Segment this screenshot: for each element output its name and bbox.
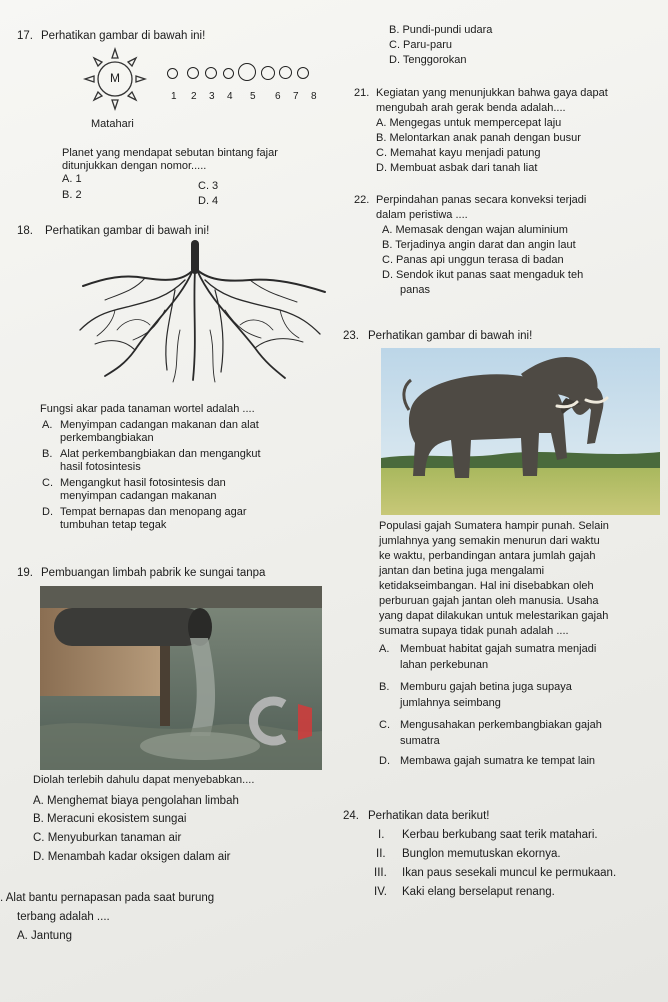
q19-option-b: B. Meracuni ekosistem sungai — [33, 813, 187, 825]
planet-number-5: 5 — [250, 91, 256, 102]
q24-prompt: Perhatikan data berikut! — [368, 810, 490, 822]
q18-option-b-line2: hasil fotosintesis — [60, 461, 141, 473]
q21-option-d: D. Membuat asbak dari tanah liat — [376, 162, 538, 174]
planet-2 — [187, 67, 199, 79]
q23-option-a-line1: Membuat habitat gajah sumatra menjadi — [400, 643, 597, 655]
planet-7 — [279, 66, 292, 79]
q24-item-2-text: Bunglon memutuskan ekornya. — [402, 848, 561, 860]
q20-line1: . Alat bantu pernapasan pada saat burung — [0, 892, 215, 904]
planet-number-1: 1 — [171, 91, 177, 102]
planet-6 — [261, 66, 275, 80]
q18-option-b-line1: Alat perkembangbiakan dan mengangkut — [60, 448, 261, 460]
q23-passage-line2: jumlahnya yang semakin menurun dari waktu — [379, 535, 600, 547]
q21-number: 21. — [354, 87, 370, 99]
q22-line2: dalam peristiwa .... — [376, 209, 468, 221]
planet-8 — [297, 67, 309, 79]
q23-number: 23. — [343, 330, 359, 342]
q22-option-d-line1: D. Sendok ikut panas saat mengaduk teh — [382, 269, 584, 281]
q21-option-a: A. Mengegas untuk mempercepat laju — [376, 117, 562, 129]
q18-option-c-letter: C. — [42, 477, 53, 489]
factory-waste-pipe-image — [40, 586, 322, 770]
q24-item-3-text: Ikan paus sesekali muncul ke permukaan. — [402, 867, 617, 879]
q19-number: 19. — [17, 567, 33, 579]
planet-number-8: 8 — [311, 91, 317, 102]
q18-number: 18. — [17, 225, 33, 237]
q20-option-d: D. Tenggorokan — [389, 54, 467, 66]
q17-question-line1: Planet yang mendapat sebutan bintang fajar — [62, 147, 278, 159]
sumatran-elephant-photo — [381, 348, 660, 515]
q24-item-4-numeral: IV. — [374, 886, 388, 898]
planet-number-3: 3 — [209, 91, 215, 102]
planet-number-7: 7 — [293, 91, 299, 102]
planet-number-6: 6 — [275, 91, 281, 102]
q18-option-a-letter: A. — [42, 419, 53, 431]
q23-passage-line4: jantan dan betina juga mengalami — [379, 565, 545, 577]
planet-number-4: 4 — [227, 91, 233, 102]
q22-option-c: C. Panas api unggun terasa di badan — [382, 254, 564, 266]
planet-number-2: 2 — [191, 91, 197, 102]
q22-option-d-line2: panas — [400, 284, 430, 296]
q21-line1: Kegiatan yang menunjukkan bahwa gaya dapat — [376, 87, 608, 99]
q21-option-c: C. Memahat kayu menjadi patung — [376, 147, 541, 159]
q18-option-c-line1: Mengangkut hasil fotosintesis dan — [60, 477, 226, 489]
q23-option-b-line2: jumlahnya seimbang — [400, 697, 501, 709]
q20-option-c: C. Paru-paru — [389, 39, 452, 51]
q20-option-a: A. Jantung — [17, 930, 72, 942]
q18-prompt: Perhatikan gambar di bawah ini! — [45, 225, 210, 237]
q23-option-d-line1: Membawa gajah sumatra ke tempat lain — [400, 755, 596, 767]
q17-option-c: C. 3 — [198, 180, 219, 192]
q24-item-1-text: Kerbau berkubang saat terik matahari. — [402, 829, 598, 841]
q18-option-b-letter: B. — [42, 448, 53, 460]
q21-option-b: B. Melontarkan anak panah dengan busur — [376, 132, 581, 144]
q17-option-b: B. 2 — [62, 189, 82, 201]
q22-option-b: B. Terjadinya angin darat dan angin laut — [382, 239, 576, 251]
sun-letter: M — [110, 71, 120, 85]
q17-number: 17. — [17, 30, 33, 42]
q22-number: 22. — [354, 194, 370, 206]
q18-option-d-line2: tumbuhan tetap tegak — [60, 519, 167, 531]
q18-question: Fungsi akar pada tanaman wortel adalah .... — [40, 403, 255, 415]
q23-option-b-letter: B. — [379, 681, 390, 693]
q18-option-c-line2: menyimpan cadangan makanan — [60, 490, 217, 502]
q20-line2: terbang adalah .... — [17, 911, 110, 923]
planet-row — [166, 62, 336, 80]
q24-item-2-numeral: II. — [376, 848, 386, 860]
q20-option-b: B. Pundi-pundi udara — [389, 24, 493, 36]
q18-option-d-letter: D. — [42, 506, 53, 518]
planet-5 — [238, 63, 256, 81]
q24-number: 24. — [343, 810, 359, 822]
sun-caption: Matahari — [91, 118, 134, 130]
q23-passage-line5: ketidakseimbangan. Hal ini disebabkan oleh — [379, 580, 594, 592]
q17-option-d: D. 4 — [198, 195, 219, 207]
q23-passage-line1: Populasi gajah Sumatera hampir punah. Selain — [379, 520, 609, 532]
q23-passage-line7: yang dapat dilakukan untuk melestarikan gajah — [379, 610, 609, 622]
q19-option-c: C. Menyuburkan tanaman air — [33, 832, 182, 844]
planet-3 — [205, 67, 217, 79]
q23-option-c-letter: C. — [379, 719, 390, 731]
carrot-roots-image — [75, 240, 330, 390]
q18-option-a-line1: Menyimpan cadangan makanan dan alat — [60, 419, 259, 431]
q23-option-c-line2: sumatra — [400, 735, 440, 747]
q23-option-d-letter: D. — [379, 755, 390, 767]
q19-option-d: D. Menambah kadar oksigen dalam air — [33, 851, 231, 863]
q23-passage-line6: perburuan gajah jantan oleh manusia. Usaha — [379, 595, 599, 607]
q17-option-a: A. 1 — [62, 173, 82, 185]
q23-option-c-line1: Mengusahakan perkembangbiakan gajah — [400, 719, 602, 731]
q23-prompt: Perhatikan gambar di bawah ini! — [368, 330, 533, 342]
q22-line1: Perpindahan panas secara konveksi terjadi — [376, 194, 587, 206]
q23-option-a-line2: lahan perkebunan — [400, 659, 489, 671]
q24-item-3-numeral: III. — [374, 867, 387, 879]
q19-option-a: A. Menghemat biaya pengolahan limbah — [33, 795, 239, 807]
q23-passage-line8: sumatra supaya tidak punah adalah .... — [379, 625, 569, 637]
q18-option-a-line2: perkembangbiakan — [60, 432, 154, 444]
q19-question: Diolah terlebih dahulu dapat menyebabkan.... — [33, 774, 255, 786]
q17-question-line2: ditunjukkan dengan nomor..... — [62, 160, 207, 172]
q23-passage-line3: ke waktu, perbandingan antara jumlah gajah — [379, 550, 596, 562]
q23-option-a-letter: A. — [379, 643, 390, 655]
q24-item-1-numeral: I. — [378, 829, 385, 841]
q21-line2: mengubah arah gerak benda adalah.... — [376, 102, 566, 114]
q22-option-a: A. Memasak dengan wajan aluminium — [382, 224, 568, 236]
planet-1 — [167, 68, 178, 79]
q18-option-d-line1: Tempat bernapas dan menopang agar — [60, 506, 247, 518]
q23-option-b-line1: Memburu gajah betina juga supaya — [400, 681, 572, 693]
q19-prompt: Pembuangan limbah pabrik ke sungai tanpa — [41, 567, 266, 579]
planet-4 — [223, 68, 234, 79]
q24-item-4-text: Kaki elang berselaput renang. — [402, 886, 555, 898]
q17-prompt: Perhatikan gambar di bawah ini! — [41, 30, 206, 42]
